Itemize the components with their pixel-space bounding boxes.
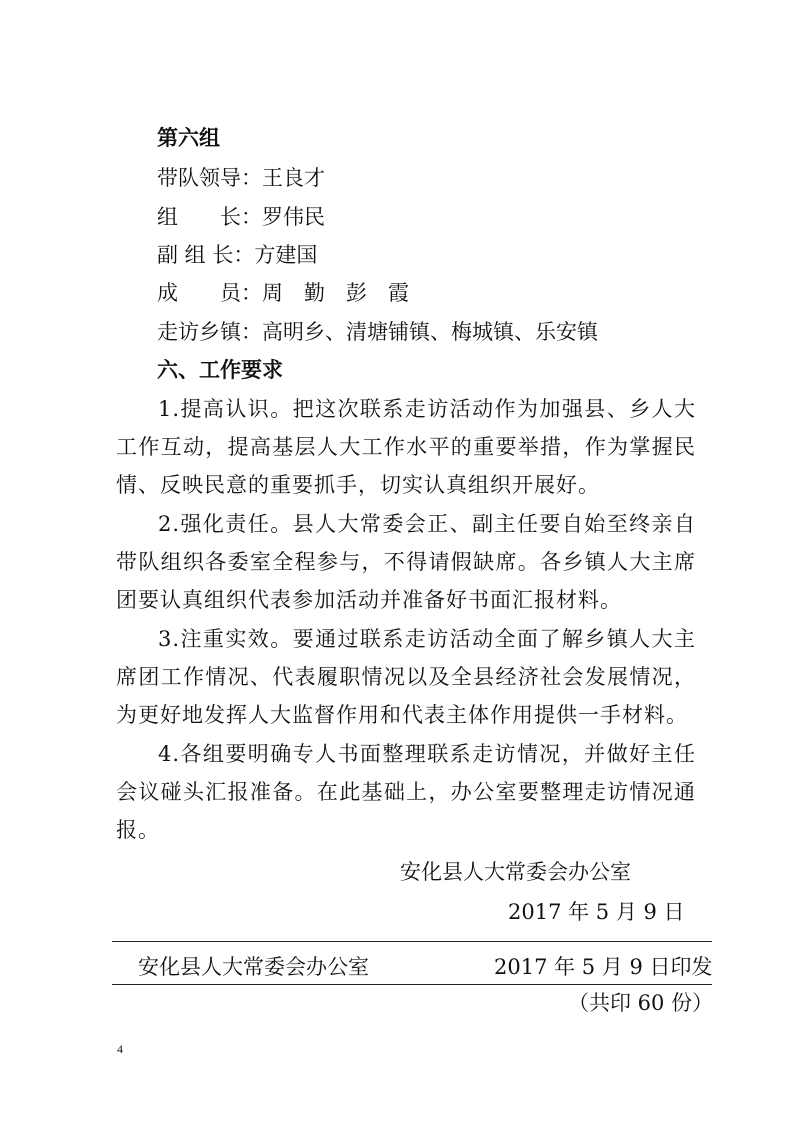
page-number: 4 xyxy=(117,1042,123,1056)
members-value: 周 勤 彭 霞 xyxy=(262,281,409,305)
towns-value: 高明乡、清塘铺镇、梅城镇、乐安镇 xyxy=(262,320,598,344)
head-label: 组 长： xyxy=(157,205,262,229)
footer-date: 2017 年 5 月 9 日印发 xyxy=(494,955,713,979)
leader-value: 王良才 xyxy=(262,166,325,190)
head-value: 罗伟民 xyxy=(262,205,325,229)
footer-org: 安化县人大常委会办公室 xyxy=(138,955,369,979)
towns-row xyxy=(157,320,598,344)
deputy-row xyxy=(157,243,317,267)
requirement-item-3: 3.注重实效。要通过联系走访活动全面了解乡镇人大主席团工作情况、代表履职情况以及全县经济社会发展情况，为更好地发挥人大监督作用和代表主体作用提供一手材料。 xyxy=(116,627,696,727)
requirement-item-1: 1.提高认识。把这次联系走访活动作为加强县、乡人大工作互动，提高基层人大工作水平的重要举措，作为掌握民情、反映民意的重要抓手，切实认真组织开展好。 xyxy=(116,397,696,497)
requirement-item-4: 4.各组要明确专人书面整理联系走访情况，并做好主任会议碰头汇报准备。在此基础上，办公室要整理走访情况通报。 xyxy=(116,742,696,842)
footer-bottom-rule xyxy=(112,984,712,985)
group-title: 第六组 xyxy=(157,126,220,150)
members-row xyxy=(157,281,409,305)
signature-date: 2017 年 5 月 9 日 xyxy=(508,900,685,924)
deputy-value: 方建国 xyxy=(254,243,318,267)
head-row xyxy=(157,205,325,229)
members-label: 成 员： xyxy=(157,281,262,305)
footer-copies: （共印 60 份） xyxy=(568,991,714,1015)
requirement-item-2: 2.强化责任。县人大常委会正、副主任要自始至终亲自带队组织各委室全程参与，不得请假缺席。各乡镇人大主席团要认真组织代表参加活动并准备好书面汇报材料。 xyxy=(116,512,696,612)
section-title: 六、工作要求 xyxy=(157,358,283,382)
footer-top-rule xyxy=(112,941,712,942)
towns-label: 走访乡镇： xyxy=(157,320,262,344)
signature-org: 安化县人大常委会办公室 xyxy=(400,860,631,884)
deputy-label: 副 组 长： xyxy=(157,243,255,267)
leader-label: 带队领导： xyxy=(157,166,262,190)
leader-row xyxy=(157,166,325,190)
